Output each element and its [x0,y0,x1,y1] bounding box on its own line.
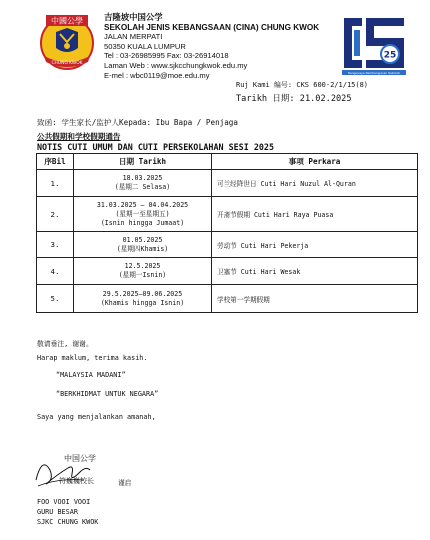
date-line [236,92,352,104]
school-name-cn: 吉隆坡中国公学 [104,12,163,22]
notice-title-cn: 公共假期和学校假期通告 [37,132,121,141]
table-row [37,170,418,197]
row-date [74,170,212,197]
table-row [37,232,418,258]
row-date-line: 29.5.2025–09.06.2025 [102,289,183,298]
row-date [74,258,212,285]
row-date [74,232,212,258]
table-header-row [37,154,418,170]
row-number: 3. [37,232,74,258]
holiday-table [36,153,418,313]
logo-caption: Pengupaya Pembangunan Sekolah [348,71,400,75]
crest-cn-text: 中國公學 [51,16,83,26]
date-label: Tarikh 日期: [236,94,295,104]
row-date-day: (Khamis hingga Isnin) [100,298,185,307]
reference-label: Ruj Kami 编号: [236,81,293,89]
closing-thanks-ms: Harap maklum, terima kasih. [37,354,148,362]
table-row [37,258,418,285]
header-tarikh: 日期 Tarikh [74,154,212,170]
row-date-day: (星期一Isnin) [118,271,167,279]
signatory-title-cn: 符巍巍校长 [59,478,94,485]
row-event: 卫塞节 Cuti Hari Wesak [212,258,418,285]
row-date-day: (星期四Khamis) [116,244,169,253]
notice-title-ms: NOTIS CUTI UMUM DAN CUTI PERSEKOLAHAN SESI 2025 [37,142,274,152]
header-perkara: 事项 Perkara [212,154,418,170]
address-line-1: JALAN MERPATI [104,32,163,42]
table-row [37,197,418,232]
website: Laman Web : www.sjkcchungkwok.edu.my [104,60,248,70]
row-date [74,285,212,313]
row-number: 2. [37,197,74,232]
row-event: 可兰经降世日 Cuti Hari Nuzul Al-Quran [212,170,418,197]
address-line-2: 50350 KUALA LUMPUR [104,41,186,51]
motto-berkhidmat: “BERKHIDMAT UNTUK NEGARA” [56,390,159,398]
table-row [37,285,418,313]
school-crest-logo [38,12,96,72]
signature-stamp-text: 中国公学 [64,454,96,463]
row-date-day: (星期一至星期五) [115,209,170,218]
row-number: 1. [37,170,74,197]
anniversary-logo [338,12,410,76]
signatory-school: SJKC CHUNG KWOK [37,518,99,526]
row-number: 4. [37,258,74,285]
signatory-honorific: 谨启 [118,480,132,487]
motto-malaysia-madani: “MALAYSIA MADANI” [56,371,126,379]
header-bil: 序Bil [37,154,74,170]
reference-value: CKS 600-2/1/15(8) [296,81,369,89]
crest-ribbon-text: CHUNG KWOK [51,61,83,66]
row-date-line: 12.5.2025 [124,262,161,270]
reference-line [236,80,368,90]
logo-number: 25 [383,50,397,61]
recipient-line: 致函: 学生家长/监护人Kepada: Ibu Bapa / Penjaga [37,118,238,127]
row-number: 5. [37,285,74,313]
school-name-ms: SEKOLAH JENIS KEBANGSAAN (CINA) CHUNG KWOK [104,22,320,32]
row-date-line: 18.03.2025 [122,174,163,182]
email: E-mel : wbc0119@moe.edu.my [104,70,210,80]
row-event: 学校第一学期假期 [212,285,418,313]
school-header [104,13,334,80]
phone-fax: Tel : 03-26985995 Fax: 03-26914018 [104,51,229,61]
row-date-line: 01.05.2025 [122,235,163,244]
closing-thanks-cn: 敬请垂注, 谢谢。 [37,340,93,348]
date-value: 21.02.2025 [299,94,352,104]
row-event: 劳动节 Cuti Hari Pekerja [212,232,418,258]
row-date-day-ms: (Isnin hingga Jumaat) [100,218,185,227]
row-event: 开斋节假期 Cuti Hari Raya Puasa [212,197,418,232]
row-date-day: (星期二 Selasa) [114,183,171,191]
signatory-name: FOO VOOI VOOI [37,498,91,506]
row-date-line: 31.03.2025 – 04.04.2025 [96,200,189,209]
signatory-position: GURU BESAR [37,508,78,516]
closing-yours: Saya yang menjalankan amanah, [37,413,156,421]
row-date [74,197,212,232]
